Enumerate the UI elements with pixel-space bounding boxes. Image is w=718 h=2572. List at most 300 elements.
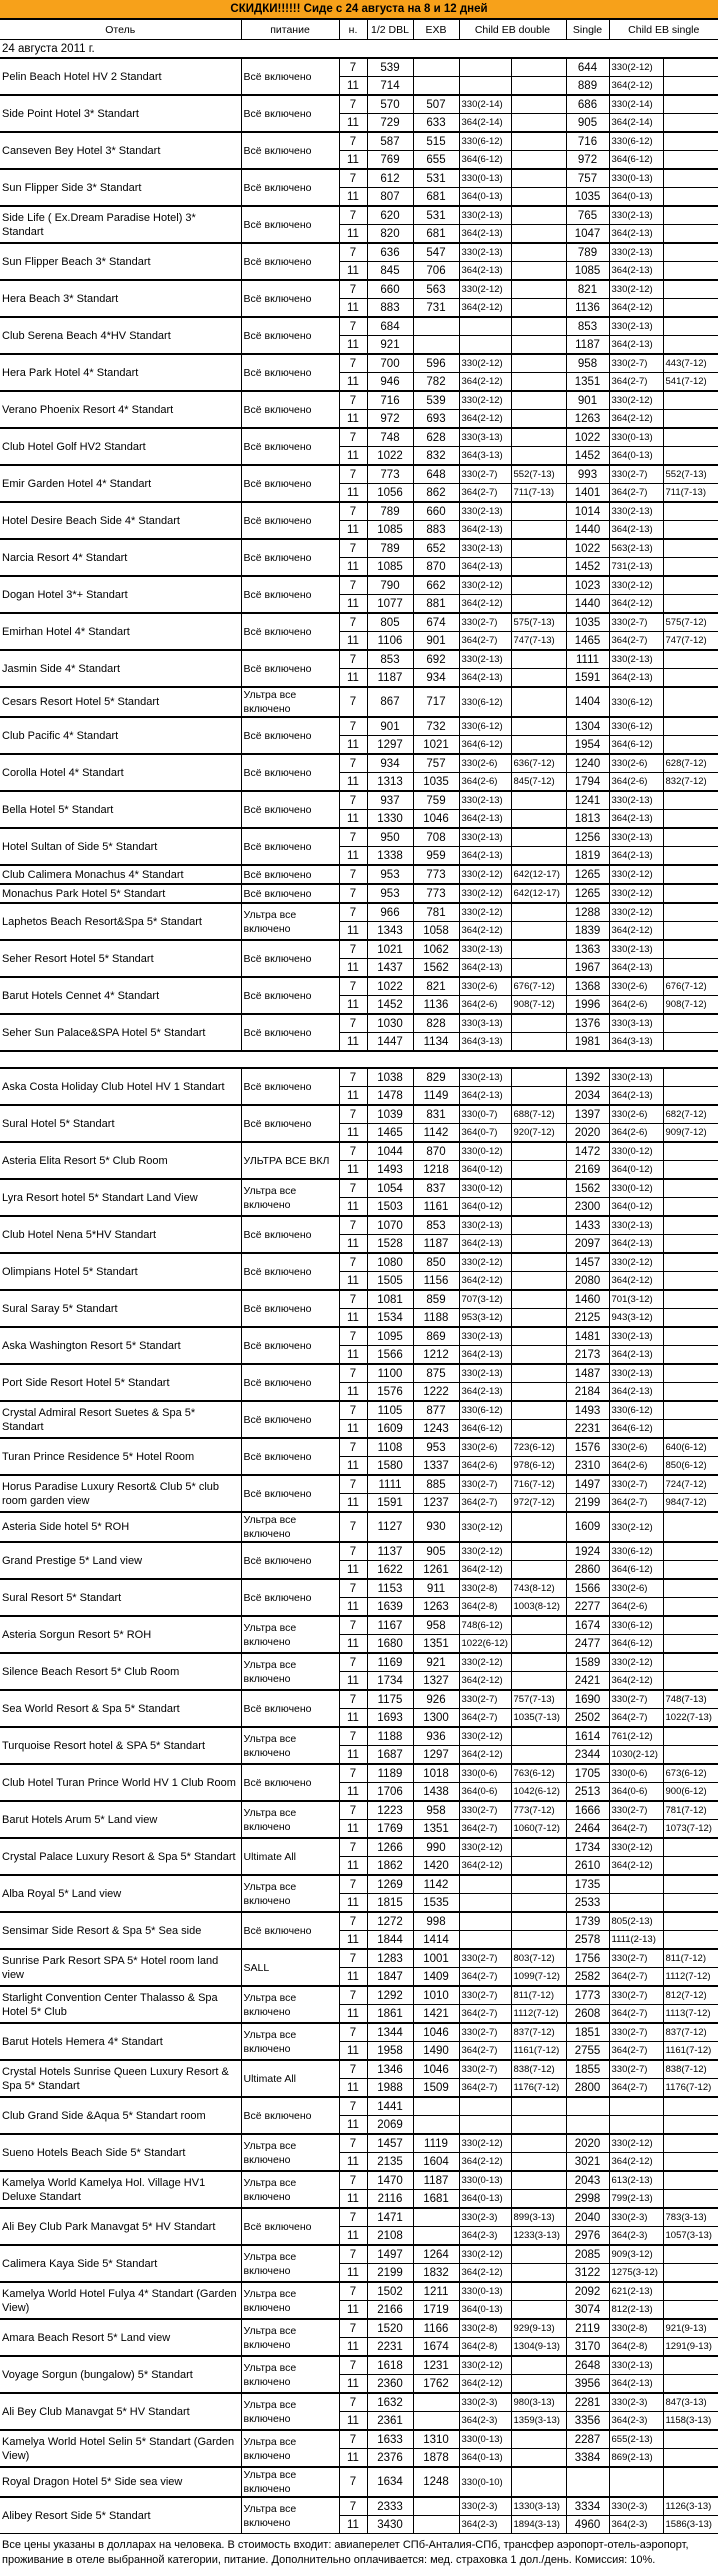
meal-plan: Всё включено [241,576,339,613]
table-row [0,2060,718,2079]
exb-price-cell: 1832 [413,2264,459,2283]
child-single-cell-2: 908(7-12) [663,996,718,1015]
child-single-cell-1: 364(2-12) [609,77,663,96]
meal-plan: Ультра все включено [241,903,339,940]
meal-plan: Всё включено [241,977,339,1014]
nights-cell: 7 [339,539,367,558]
hotel-name: Club Serena Beach 4*HV Standart [0,317,241,354]
exb-price-cell: 757 [413,754,459,773]
child-single-cell-2: 850(6-12) [663,1457,718,1476]
table-row [0,2097,718,2116]
child-double-cell-2: 743(8-12) [511,1579,566,1598]
single-price-cell: 1996 [566,996,609,1015]
nights-cell: 11 [339,336,367,355]
child-single-cell-2 [663,1235,718,1254]
exb-price-cell: 953 [413,1438,459,1457]
child-single-cell-2 [663,1746,718,1765]
nights-cell: 7 [339,2171,367,2190]
child-single-cell-2 [663,299,718,318]
child-single-cell-1: 364(6-12) [609,1420,663,1439]
child-double-cell-1: 330(2-3) [459,2393,511,2412]
child-double-cell-2: 1003(8-12) [511,1598,566,1617]
hotel-name: Starlight Convention Center Thalasso & Spa Hotel 5* Club [0,1986,241,2023]
single-price-cell: 2344 [566,1746,609,1765]
child-double-cell-2 [511,95,566,114]
single-price-cell: 3334 [566,2497,609,2516]
child-double-cell-2: 838(7-12) [511,2060,566,2079]
nights-cell: 7 [339,1949,367,1968]
exb-price-cell: 531 [413,169,459,188]
date-row [0,40,718,59]
meal-plan: Ультра все включено [241,1801,339,1838]
dbl-price-cell: 2108 [367,2227,413,2246]
child-double-cell-2: 803(7-12) [511,1949,566,1968]
child-single-cell-2 [663,717,718,736]
child-double-cell-2 [511,336,566,355]
single-price-cell: 2310 [566,1457,609,1476]
nights-cell: 11 [339,2264,367,2283]
dbl-price-cell: 1862 [367,1857,413,1876]
child-double-cell-1: 364(2-12) [459,1857,511,1876]
exb-price-cell: 1222 [413,1383,459,1402]
table-row [0,1327,718,1346]
exb-price-cell: 1509 [413,2079,459,2098]
dbl-price-cell: 1634 [367,2467,413,2497]
meal-plan: Ultimate All [241,1838,339,1875]
child-double-cell-1: 364(2-13) [459,959,511,978]
child-single-cell-1: 364(2-13) [609,336,663,355]
single-price-cell: 644 [566,58,609,77]
child-double-cell-2 [511,280,566,299]
nights-cell: 11 [339,922,367,941]
table-row [0,1653,718,1672]
nights-cell: 11 [339,773,367,792]
exb-price-cell: 1062 [413,940,459,959]
dbl-price-cell: 729 [367,114,413,133]
dbl-price-cell: 1988 [367,2079,413,2098]
child-single-cell-1: 364(0-12) [609,1161,663,1180]
dbl-price-cell: 1493 [367,1161,413,1180]
nights-cell: 11 [339,2227,367,2246]
child-double-cell-2: 908(7-12) [511,996,566,1015]
nights-cell: 11 [339,1383,367,1402]
exb-price-cell: 883 [413,521,459,540]
meal-plan: Всё включено [241,58,339,95]
exb-price-cell [413,58,459,77]
exb-price-cell [413,2097,459,2116]
child-single-cell-1: 364(2-12) [609,410,663,429]
nights-cell: 7 [339,243,367,262]
dbl-price-cell: 883 [367,299,413,318]
nights-cell: 11 [339,1968,367,1987]
single-price-cell: 2578 [566,1931,609,1950]
child-single-cell-1: 330(2-6) [609,977,663,996]
child-double-cell-2 [511,687,566,717]
single-price-cell: 1085 [566,262,609,281]
meal-plan: Ультра все включено [241,1179,339,1216]
child-double-cell-1: 330(2-6) [459,977,511,996]
exb-price-cell: 1438 [413,1783,459,1802]
single-price-cell: 2231 [566,1420,609,1439]
single-price-cell: 4960 [566,2516,609,2534]
nights-cell: 11 [339,2516,367,2534]
single-price-cell: 1589 [566,1653,609,1672]
exb-price-cell: 1414 [413,1931,459,1950]
exb-price-cell: 828 [413,1014,459,1033]
exb-price-cell: 901 [413,632,459,651]
child-single-cell-2 [663,595,718,614]
exb-price-cell: 782 [413,373,459,392]
single-price-cell: 905 [566,114,609,133]
child-single-cell-1: 364(2-13) [609,810,663,829]
exb-price-cell: 862 [413,484,459,503]
nights-cell: 7 [339,2282,367,2301]
nights-cell: 11 [339,1820,367,1839]
table-row [0,1253,718,1272]
child-single-cell-1: 364(2-7) [609,632,663,651]
nights-cell: 7 [339,428,367,447]
hotel-name: Ali Bey Club Manavgat 5* HV Standart [0,2393,241,2430]
hotel-name: Silence Beach Resort 5* Club Room [0,1653,241,1690]
single-price-cell: 2464 [566,1820,609,1839]
child-single-cell-2 [663,791,718,810]
child-double-cell-1: 364(0-7) [459,1124,511,1143]
single-price-cell: 1967 [566,959,609,978]
table-row [0,95,718,114]
hotel-name: Pelin Beach Hotel HV 2 Standart [0,58,241,95]
child-single-cell-2 [663,1931,718,1950]
child-double-cell-2 [511,2116,566,2135]
hotel-name: Royal Dragon Hotel 5* Side sea view [0,2467,241,2497]
child-double-cell-1: 330(2-12) [459,1727,511,1746]
child-single-cell-2 [663,2171,718,2190]
exb-price-cell: 881 [413,595,459,614]
nights-cell: 11 [339,521,367,540]
nights-cell: 7 [339,280,367,299]
meal-plan: Ультра все включено [241,1727,339,1764]
single-price-cell: 2020 [566,2134,609,2153]
hotel-name: Seher Resort Hotel 5* Standart [0,940,241,977]
exb-price-cell: 681 [413,188,459,207]
single-price-cell: 1981 [566,1033,609,1052]
child-single-cell-1: 364(2-6) [609,1124,663,1143]
exb-price-cell: 655 [413,151,459,170]
child-single-cell-1 [609,2116,663,2135]
nights-cell: 7 [339,2023,367,2042]
child-double-cell-1: 364(2-12) [459,299,511,318]
dbl-price-cell: 2199 [367,2264,413,2283]
child-double-cell-1 [459,1931,511,1950]
dbl-price-cell: 612 [367,169,413,188]
dbl-price-cell: 1095 [367,1327,413,1346]
nights-cell: 11 [339,1598,367,1617]
exb-price-cell: 563 [413,280,459,299]
exb-price-cell: 759 [413,791,459,810]
hotel-name: Sensimar Side Resort & Spa 5* Sea side [0,1912,241,1949]
dbl-price-cell: 1085 [367,558,413,577]
dbl-price-cell: 1292 [367,1986,413,2005]
nights-cell: 11 [339,2079,367,2098]
single-price-cell: 2513 [566,1783,609,1802]
exb-price-cell: 1001 [413,1949,459,1968]
child-single-cell-1: 330(2-13) [609,1068,663,1087]
nights-cell: 11 [339,1894,367,1913]
exb-price-cell: 1420 [413,1857,459,1876]
single-price-cell: 2287 [566,2430,609,2449]
table-row [0,1616,718,1635]
dbl-price-cell: 1706 [367,1783,413,1802]
child-double-cell-2 [511,847,566,866]
table-row [0,791,718,810]
nights-cell: 11 [339,410,367,429]
exb-price-cell: 1211 [413,2282,459,2301]
single-price-cell: 1819 [566,847,609,866]
child-single-cell-1: 330(2-12) [609,576,663,595]
nights-cell: 7 [339,1014,367,1033]
child-double-cell-2 [511,2375,566,2394]
exb-price-cell: 1604 [413,2153,459,2172]
dbl-price-cell: 1769 [367,1820,413,1839]
child-double-cell-1: 364(2-7) [459,632,511,651]
table-row [0,1364,718,1383]
child-double-cell-1: 364(6-12) [459,151,511,170]
dbl-price-cell: 1127 [367,1512,413,1542]
child-double-cell-2: 1359(3-13) [511,2412,566,2431]
nights-cell: 7 [339,2393,367,2412]
child-single-cell-1: 330(2-12) [609,391,663,410]
child-single-cell-1: 330(2-6) [609,754,663,773]
child-single-cell-2 [663,1179,718,1198]
child-double-cell-1: 364(2-7) [459,484,511,503]
child-single-cell-1: 364(2-7) [609,1968,663,1987]
single-price-cell: 1739 [566,1912,609,1931]
hotel-name: Aska Washington Resort 5* Standart [0,1327,241,1364]
single-price-cell [566,2097,609,2116]
child-single-cell-1: 330(6-12) [609,1401,663,1420]
exb-price-cell: 1046 [413,2060,459,2079]
child-double-cell-2 [511,1746,566,1765]
child-double-cell-2 [511,736,566,755]
child-double-cell-2 [511,1179,566,1198]
nights-cell: 7 [339,354,367,373]
meal-plan: Всё включено [241,502,339,539]
nights-cell: 11 [339,2375,367,2394]
child-single-cell-2 [663,810,718,829]
exb-price-cell: 934 [413,669,459,688]
table-row [0,2393,718,2412]
exb-price-cell: 717 [413,687,459,717]
single-price-cell: 1666 [566,1801,609,1820]
single-price-cell: 1288 [566,903,609,922]
child-double-cell-1: 330(0-13) [459,169,511,188]
child-double-cell-2 [511,1142,566,1161]
single-price-cell: 1452 [566,447,609,466]
child-single-cell-2: 552(7-13) [663,465,718,484]
nights-cell: 11 [339,114,367,133]
child-single-cell-2 [663,1838,718,1857]
single-price-cell: 757 [566,169,609,188]
single-price-cell [566,2116,609,2135]
single-price-cell: 2119 [566,2319,609,2338]
meal-plan: Всё включено [241,1290,339,1327]
exb-price-cell: 1142 [413,1875,459,1894]
child-double-cell-1 [459,1912,511,1931]
exb-price-cell: 1310 [413,2430,459,2449]
child-double-cell-2: 1176(7-12) [511,2079,566,2098]
hotel-name: Bella Hotel 5* Standart [0,791,241,828]
child-single-cell-2 [663,2116,718,2135]
child-double-cell-1: 330(0-12) [459,1142,511,1161]
child-single-cell-1: 364(2-3) [609,2516,663,2534]
child-double-cell-1: 330(0-6) [459,1764,511,1783]
dbl-price-cell: 1815 [367,1894,413,1913]
dbl-price-cell: 1022 [367,447,413,466]
child-double-cell-1 [459,336,511,355]
exb-price-cell: 1018 [413,1764,459,1783]
child-single-cell-2 [663,58,718,77]
single-price-cell: 1705 [566,1764,609,1783]
exb-price-cell: 652 [413,539,459,558]
nights-cell: 11 [339,373,367,392]
exb-price-cell [413,77,459,96]
single-price-cell: 1481 [566,1327,609,1346]
single-price-cell: 2755 [566,2042,609,2061]
table-row [0,206,718,225]
exb-price-cell: 662 [413,576,459,595]
dbl-price-cell: 1070 [367,1216,413,1235]
nights-cell: 7 [339,865,367,884]
child-double-cell-2 [511,151,566,170]
child-double-cell-2 [511,1309,566,1328]
child-double-cell-2: 837(7-12) [511,2023,566,2042]
exb-price-cell: 1161 [413,1198,459,1217]
child-double-cell-1: 748(6-12) [459,1616,511,1635]
dbl-price-cell: 953 [367,884,413,903]
hotel-name: Monachus Park Hotel 5* Standart [0,884,241,903]
dbl-price-cell: 1528 [367,1235,413,1254]
exb-price-cell: 859 [413,1290,459,1309]
single-price-cell: 2173 [566,1346,609,1365]
child-double-cell-1: 330(2-13) [459,791,511,810]
child-double-cell-1: 330(2-7) [459,1690,511,1709]
dbl-price-cell: 2333 [367,2497,413,2516]
nights-cell: 11 [339,1309,367,1328]
child-double-cell-1: 364(2-7) [459,1820,511,1839]
meal-plan: Всё включено [241,865,339,884]
child-single-cell-2 [663,317,718,336]
meal-plan: Всё включено [241,1764,339,1801]
nights-cell: 7 [339,1653,367,1672]
child-single-cell-1: 812(2-13) [609,2301,663,2320]
table-header [0,20,718,40]
child-double-cell-2: 723(6-12) [511,1438,566,1457]
meal-plan: Всё включено [241,1542,339,1579]
dbl-price-cell: 845 [367,262,413,281]
nights-cell: 7 [339,903,367,922]
child-double-cell-1: 330(0-13) [459,2171,511,2190]
child-single-cell-2: 1022(7-13) [663,1709,718,1728]
dbl-price-cell: 1167 [367,1616,413,1635]
child-double-cell-1: 330(2-7) [459,2060,511,2079]
child-double-cell-1: 330(2-13) [459,502,511,521]
dbl-price-cell: 950 [367,828,413,847]
child-double-cell-2 [511,1033,566,1052]
child-double-cell-1: 364(2-12) [459,410,511,429]
child-single-cell-1: 330(0-6) [609,1764,663,1783]
exb-price-cell: 731 [413,299,459,318]
hotel-name: Barut Hotels Arum 5* Land view [0,1801,241,1838]
table-row [0,1838,718,1857]
child-single-cell-1: 364(2-14) [609,114,663,133]
single-price-cell: 1440 [566,595,609,614]
single-price-cell: 1690 [566,1690,609,1709]
nights-cell: 7 [339,1764,367,1783]
child-single-cell-2: 900(6-12) [663,1783,718,1802]
child-single-cell-1: 364(2-12) [609,1272,663,1291]
child-double-cell-2 [511,1087,566,1106]
exb-price-cell: 877 [413,1401,459,1420]
table-row [0,2467,718,2497]
child-single-cell-1: 364(0-13) [609,188,663,207]
child-double-cell-2 [511,225,566,244]
child-single-cell-2 [663,151,718,170]
nights-cell: 11 [339,558,367,577]
child-single-cell-1: 330(6-12) [609,687,663,717]
child-double-cell-2 [511,669,566,688]
child-double-cell-2 [511,1653,566,1672]
child-double-cell-2: 1894(3-13) [511,2516,566,2534]
table-row [0,1401,718,1420]
child-double-cell-2 [511,1068,566,1087]
nights-cell: 7 [339,1616,367,1635]
table-row [0,687,718,717]
child-double-cell-1: 330(2-13) [459,243,511,262]
child-single-cell-2: 1057(3-13) [663,2227,718,2246]
dbl-price-cell: 1021 [367,940,413,959]
child-double-cell-1 [459,1875,511,1894]
single-price-cell: 2860 [566,1561,609,1580]
dbl-price-cell: 570 [367,95,413,114]
single-price-cell: 2125 [566,1309,609,1328]
hotel-name: Sural Saray 5* Standart [0,1290,241,1327]
nights-cell: 7 [339,2356,367,2375]
child-double-cell-2 [511,1672,566,1691]
exb-price-cell: 1058 [413,922,459,941]
dbl-price-cell: 2376 [367,2449,413,2468]
child-single-cell-2 [663,262,718,281]
col-nights: н. [339,20,367,40]
exb-price-cell: 1351 [413,1635,459,1654]
exb-price-cell: 1187 [413,2171,459,2190]
child-double-cell-1: 364(2-13) [459,1346,511,1365]
child-double-cell-2 [511,940,566,959]
child-double-cell-2 [511,1364,566,1383]
child-double-cell-2 [511,447,566,466]
exb-price-cell: 692 [413,650,459,669]
child-double-cell-1: 364(2-8) [459,2338,511,2357]
dbl-price-cell: 1111 [367,1475,413,1494]
child-double-cell-1: 330(2-6) [459,754,511,773]
hotel-name: Crystal Hotels Sunrise Queen Luxury Resort & Spa 5* Standart [0,2060,241,2097]
child-double-cell-2 [511,1346,566,1365]
dbl-price-cell: 1137 [367,1542,413,1561]
child-single-cell-2 [663,1068,718,1087]
exb-price-cell [413,2497,459,2516]
child-double-cell-1: 364(2-13) [459,810,511,829]
single-price-cell: 3170 [566,2338,609,2357]
meal-plan: Ультра все включено [241,1875,339,1912]
table-row [0,828,718,847]
